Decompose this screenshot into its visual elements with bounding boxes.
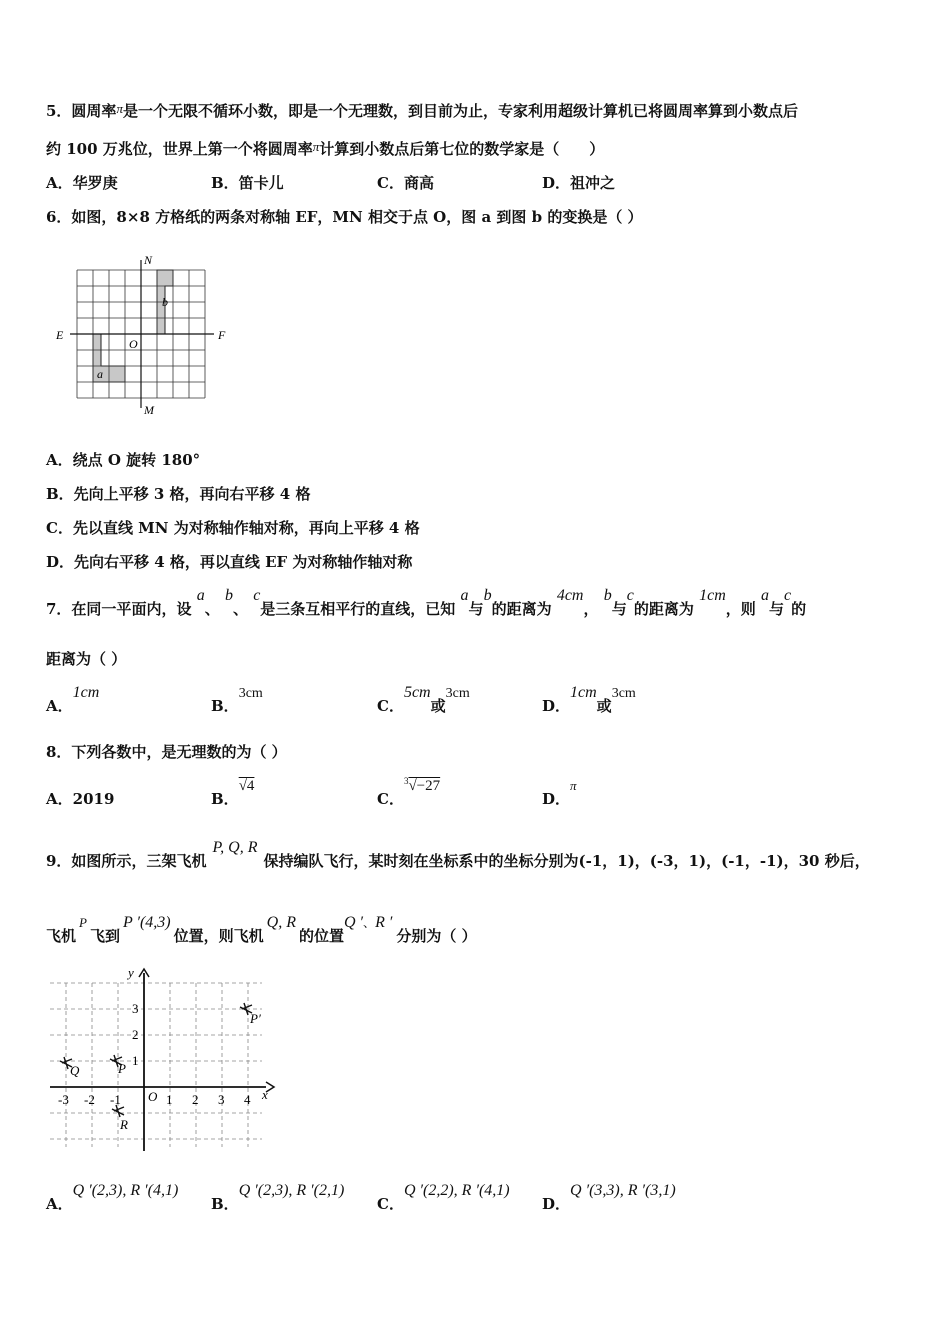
var-c: c [253, 587, 261, 604]
y-axis-label: y [128, 965, 134, 980]
cube-root-value: √−27 [408, 778, 441, 794]
q5-option-b[interactable]: B．笛卡儿 [211, 174, 284, 192]
q7-text: 与 [611, 600, 627, 618]
label-n: N [144, 253, 153, 267]
q7-text: ， [583, 600, 599, 618]
q9-text: 的位置 [298, 927, 344, 945]
q9-line2 [46, 914, 477, 947]
q7-text: 的距离为 [491, 600, 552, 618]
q6-option-d[interactable]: D．先向右平移 4 格，再以直线 EF 为对称轴作轴对称 [46, 553, 413, 571]
label-a: a [97, 367, 103, 381]
q7-option-a[interactable] [46, 684, 100, 717]
origin-label: O [148, 1089, 158, 1104]
cube-root-index: 3 [403, 776, 409, 786]
option-value: 1cm [570, 684, 597, 701]
option-label: D． [542, 790, 571, 808]
q5-line1 [46, 101, 798, 122]
q-prime: Q ′ [343, 914, 364, 931]
x-tick-label: 4 [244, 1092, 251, 1107]
option-label: B． [211, 790, 239, 808]
q7-option-b[interactable] [211, 686, 263, 718]
pi-symbol: π [116, 101, 123, 116]
q8-option-d[interactable] [542, 778, 577, 810]
var-b: b [483, 587, 492, 604]
q8-option-c[interactable] [377, 776, 441, 811]
label-f: F [218, 328, 226, 342]
q9-text: 保持编队飞行，某时刻在坐标系中的坐标分别为(-1，1)，(-3，1)，(-1，-1)，30 秒后， [263, 852, 870, 870]
option-label: C． [377, 697, 404, 715]
q9-text: 9．如图所示，三架飞机 [46, 852, 207, 870]
q9-option-d[interactable] [542, 1182, 676, 1215]
label-e: E [56, 328, 64, 342]
q7-text: 的 [791, 600, 807, 618]
plane-q-label: Q [70, 1063, 80, 1078]
q8-option-b[interactable] [211, 778, 255, 810]
option-label: D． [542, 1195, 571, 1213]
q9-text: 、 [363, 916, 376, 930]
q5-option-a[interactable]: A．华罗庚 [46, 174, 118, 192]
or-text: 或 [430, 697, 446, 715]
q7-text: 、 [232, 600, 248, 618]
var-a: a [196, 587, 205, 604]
y-tick-label: 2 [132, 1027, 139, 1042]
x-tick-label: -3 [58, 1092, 69, 1107]
q8-stem: 8．下列各数中，是无理数的为（ ） [46, 743, 287, 761]
q9-text: 分别为（ ） [396, 927, 477, 945]
q7-option-d[interactable] [542, 684, 636, 718]
q6-grid-figure [52, 250, 242, 420]
plane-p: P [79, 915, 87, 930]
x-tick-label: 2 [192, 1092, 199, 1107]
r-prime: R ′ [375, 914, 393, 931]
var-b: b [603, 587, 612, 604]
option-label: C． [377, 790, 404, 808]
q7-line1 [46, 587, 807, 620]
y-axis [139, 969, 149, 1151]
q6-stem: 6．如图，8×8 方格纸的两条对称轴 EF，MN 相交于点 O，图 a 到图 b 的变换是（ ） [46, 208, 643, 226]
q7-text: 与 [769, 600, 785, 618]
q5-option-d[interactable]: D．祖冲之 [542, 174, 616, 192]
option-label: A． [46, 697, 73, 715]
q9-coordinate-figure [44, 965, 280, 1155]
x-axis-label: x [262, 1087, 268, 1102]
option-label: D． [542, 697, 571, 715]
option-value: 3cm [611, 686, 636, 701]
q7-text: 、 [204, 600, 220, 618]
option-value: Q ′(2,2), R ′(4,1) [403, 1182, 510, 1199]
q7-text: 的距离为 [633, 600, 694, 618]
option-value: Q ′(3,3), R ′(3,1) [570, 1182, 676, 1199]
label-o: O [129, 337, 138, 351]
sqrt-four: √4 [238, 778, 255, 794]
p-prime-coords: P ′(4,3) [122, 914, 171, 931]
pi-symbol: π [570, 778, 577, 793]
q5-option-c[interactable]: C．商高 [377, 174, 434, 192]
q9-text: 飞到 [89, 927, 120, 945]
q7-option-c[interactable] [377, 684, 470, 718]
planes-pqr: P, Q, R [212, 839, 258, 856]
label-b: b [162, 295, 168, 309]
q9-text: 飞机 [46, 927, 77, 945]
label-m: M [144, 403, 154, 417]
option-value: Q ′(2,3), R ′(2,1) [238, 1182, 345, 1199]
or-text: 或 [596, 697, 612, 715]
q5-text: 5．圆周率 [46, 102, 117, 120]
q7-text: 7．在同一平面内，设 [46, 600, 192, 618]
option-value: 3cm [445, 686, 470, 701]
x-axis [50, 1082, 274, 1092]
planes-qr: Q, R [266, 914, 296, 931]
plane-p-label: P [118, 1061, 126, 1076]
q6-option-a[interactable]: A．绕点 O 旋转 180° [46, 451, 201, 469]
q9-text: 位置，则飞机 [173, 927, 264, 945]
option-value: 1cm [72, 684, 100, 701]
y-tick-label: 1 [132, 1053, 139, 1068]
x-tick-label: 1 [166, 1092, 173, 1107]
pi-symbol: π [312, 139, 320, 154]
q9-option-b[interactable] [211, 1182, 345, 1215]
option-label: B． [211, 697, 239, 715]
q6-option-b[interactable]: B．先向上平移 3 格，再向右平移 4 格 [46, 485, 311, 503]
q9-option-c[interactable] [377, 1182, 510, 1215]
x-tick-label: -1 [110, 1092, 121, 1107]
y-tick-labels [132, 1001, 139, 1068]
option-label: C． [377, 1195, 404, 1213]
q6-option-c[interactable]: C．先以直线 MN 为对称轴作轴对称，再向上平移 4 格 [46, 519, 420, 537]
var-a: a [761, 587, 769, 604]
plane-r-label: R [120, 1117, 128, 1132]
q8-option-a[interactable]: A．2019 [46, 790, 115, 808]
plane-p-prime-label: P′ [250, 1011, 261, 1026]
q9-option-a[interactable] [46, 1182, 179, 1215]
option-value: 3cm [238, 686, 263, 701]
option-label: B． [211, 1195, 239, 1213]
distance-value: 4cm [556, 587, 584, 604]
q7-text: 与 [468, 600, 484, 618]
x-tick-label: -2 [84, 1092, 95, 1107]
q7-line2: 距离为（ ） [46, 650, 127, 668]
option-label: A． [46, 1195, 73, 1213]
dashed-grid [50, 983, 262, 1147]
var-c: c [626, 587, 634, 604]
distance-value: 1cm [699, 587, 726, 604]
q7-text: ，则 [725, 600, 756, 618]
q5-text: 计算到小数点后第七位的数学家是（ ） [319, 140, 605, 158]
option-value: 5cm [403, 684, 431, 701]
x-tick-label: 3 [218, 1092, 225, 1107]
q9-line1 [46, 839, 870, 872]
q7-text: 是三条互相平行的直线，已知 [260, 600, 456, 618]
var-b: b [224, 587, 233, 604]
option-value: Q ′(2,3), R ′(4,1) [72, 1182, 179, 1199]
y-tick-label: 3 [132, 1001, 139, 1016]
var-a: a [460, 587, 469, 604]
q5-text: 是一个无限不循环小数，即是一个无理数，到目前为止，专家利用超级计算机已将圆周率算到小数点后 [122, 102, 798, 120]
var-c: c [784, 587, 792, 604]
q5-line2 [46, 139, 604, 160]
q5-text: 约 100 万兆位，世界上第一个将圆周率 [46, 140, 313, 158]
